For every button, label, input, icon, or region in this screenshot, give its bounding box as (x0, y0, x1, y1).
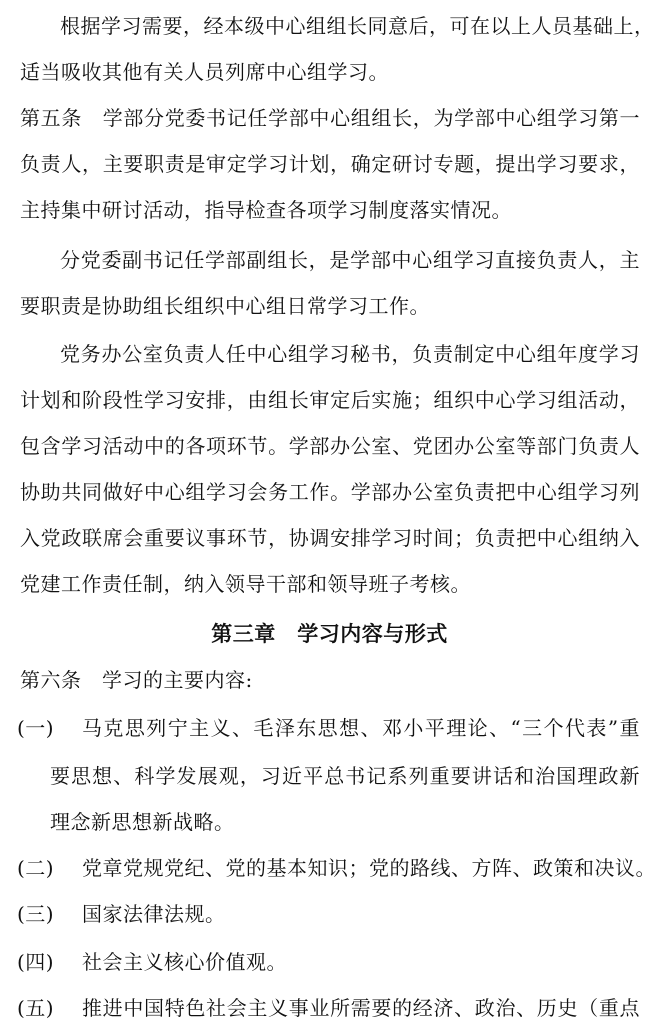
paragraph-line: 适当吸收其他有关人员列席中心组学习。 (20, 60, 389, 84)
paragraph-line: 计划和阶段性学习安排，由组长审定后实施；组织中心学习组活动， (20, 388, 640, 412)
chapter-heading: 第三章 学习内容与形式 (211, 622, 448, 646)
list-marker: (三) (17, 902, 55, 926)
list-item-line: 国家法律法规。 (82, 902, 226, 926)
article-6-intro: 第六条 学习的主要内容: (20, 668, 253, 692)
paragraph-line: 分党委副书记任学部副组长，是学部中心组学习直接负责人，主 (60, 248, 640, 272)
list-item-line: 社会主义核心价值观。 (82, 950, 287, 974)
list-item-line: 推进中国特色社会主义事业所需要的经济、政治、历史（重点 (82, 996, 640, 1020)
list-marker: (四) (17, 950, 55, 974)
paragraph-line: 协助共同做好中心组学习会务工作。学部办公室负责把中心组学习列 (20, 480, 640, 504)
list-item-line: 党章党规党纪、党的基本知识；党的路线、方阵、政策和决议。 (82, 856, 656, 880)
article-5-line: 负责人，主要职责是审定学习计划，确定研讨专题，提出学习要求， (20, 152, 640, 176)
list-item-line: 理念新思想新战略。 (50, 810, 235, 834)
paragraph-line: 入党政联席会重要议事环节，协调安排学习时间；负责把中心组纳入 (20, 526, 640, 550)
list-marker: (五) (17, 996, 55, 1020)
paragraph-line: 包含学习活动中的各项环节。学部办公室、党团办公室等部门负责人 (20, 434, 640, 458)
paragraph-line: 要职责是协助组长组织中心组日常学习工作。 (20, 294, 430, 318)
paragraph-line: 根据学习需要，经本级中心组组长同意后，可在以上人员基础上， (60, 14, 655, 38)
paragraph-line: 党建工作责任制，纳入领导干部和领导班子考核。 (20, 572, 471, 596)
article-5-line: 主持集中研讨活动，指导检查各项学习制度落实情况。 (20, 198, 512, 222)
list-marker: (二) (17, 856, 55, 880)
article-5-line: 第五条 学部分党委书记任学部中心组组长，为学部中心组学习第一 (20, 106, 640, 130)
list-marker: (一) (17, 716, 55, 740)
list-item-line: 要思想、科学发展观，习近平总书记系列重要讲话和治国理政新 (50, 764, 640, 788)
paragraph-line: 党务办公室负责人任中心组学习秘书，负责制定中心组年度学习 (60, 342, 640, 366)
list-item-line: 马克思列宁主义、毛泽东思想、邓小平理论、“三个代表”重 (82, 716, 640, 740)
